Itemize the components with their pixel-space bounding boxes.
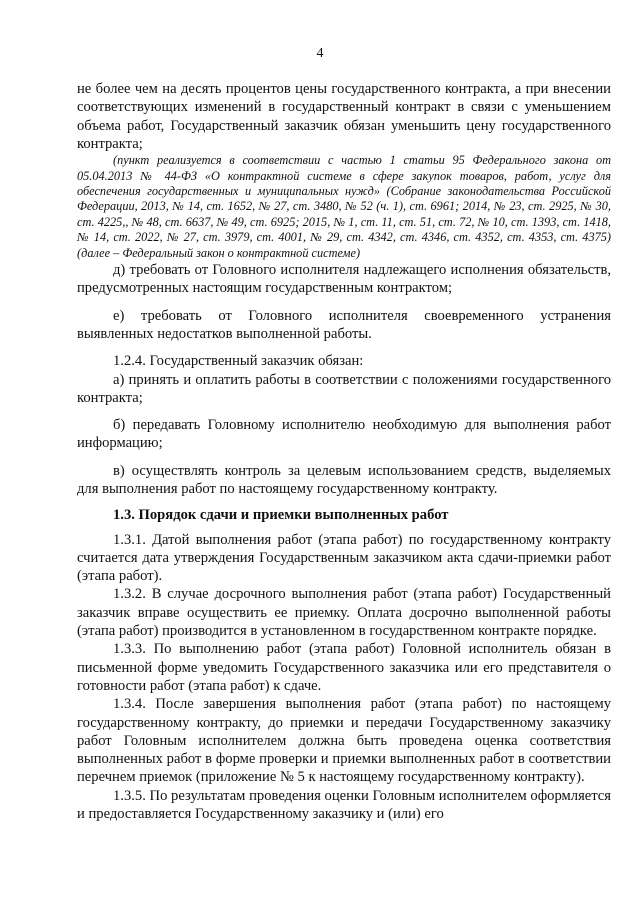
paragraph-1-3-3: 1.3.3. По выполнению работ (этапа работ) Головной исполнитель обязан в письменной форме уведомить Государственного заказчика или его представителя о готовности работ (этапа работ) к сдаче.	[77, 641, 611, 694]
paragraph-contract-price: не более чем на десять процентов цены государственного контракта, а при внесении соответствующих изменений в государственный контракт в связи с уменьшением объема работ, Государственный заказчик обязан уменьшить цену государственного контракта;	[77, 81, 611, 152]
paragraph-item-b: б) передавать Головному исполнителю необходимую для выполнения работ информацию;	[77, 417, 611, 452]
paragraph-1-3-2: 1.3.2. В случае досрочного выполнения работ (этапа работ) Государственный заказчик вправе осуществить ее приемку. Оплата досрочно выполненной работы (этапа работ) производится в установленном в государственном контракте порядке.	[77, 586, 611, 640]
page-number: 4	[316, 46, 324, 61]
paragraph-1-3-1: 1.3.1. Датой выполнения работ (этапа работ) по государственному контракту считается дата утверждения Государственным заказчиком акта сдачи-приемки работ (этапа работ).	[77, 531, 611, 585]
document-body	[77, 80, 611, 823]
paragraph-1-3-5: 1.3.5. По результатам проведения оценки Головным исполнителем оформляется и предоставляется Государственному заказчику и (или) его	[77, 787, 611, 823]
paragraph-item-a: а) принять и оплатить работы в соответствии с положениями государственного контракта;	[77, 371, 611, 406]
paragraph-item-e: е) требовать от Головного исполнителя своевременного устранения выявленных недостатков выполненной работы.	[77, 307, 611, 342]
paragraph-1-2-4: 1.2.4. Государственный заказчик обязан:	[113, 353, 364, 370]
legal-note: (пункт реализуется в соответствии с частью 1 статьи 95 Федерального закона от 05.04.2013 № 44-ФЗ «О контрактной системе в сфере закупок товаров, работ, услуг для обеспечения государственных и муниципальных нужд» (Собрание законодательства Российской Федерации, 2013, № 14, ст. 1652, № 27, ст. 3480, № 52 (ч. 1), ст. 6961; 2014, № 23, ст. 2925, № 30, ст. 4225,, № 48, ст. 6637, № 49, ст. 6925; 2015, № 1, ст. 11, ст. 51, ст. 72, № 10, ст. 1393, ст. 1418, № 14, ст. 2022, № 27, ст. 3979, ст. 4001, № 29, ст. 4342, ст. 4346, ст. 4352, ст. 4353, ст. 4375) (далее – Федеральный закон о контрактной системе)	[77, 153, 611, 260]
paragraph-item-v: в) осуществлять контроль за целевым использованием средств, выделяемых для выполнения работ по настоящему государственному контракту.	[77, 462, 611, 497]
paragraph-1-3-4: 1.3.4. После завершения выполнения работ (этапа работ) по настоящему государственному контракту, до приемки и передачи Государственному заказчику работ Головным исполнителем должна быть проведена оценка соответствия выполненных работ в форме проверки и приемки выполненных работ в соответствии перечнем приемок (приложение № 5 к настоящему государственному контракту).	[77, 696, 611, 786]
section-heading: 1.3. Порядок сдачи и приемки выполненных работ	[113, 507, 449, 524]
paragraph-item-d: д) требовать от Головного исполнителя надлежащего исполнения обязательств, предусмотренных настоящим государственным контрактом;	[77, 262, 611, 297]
